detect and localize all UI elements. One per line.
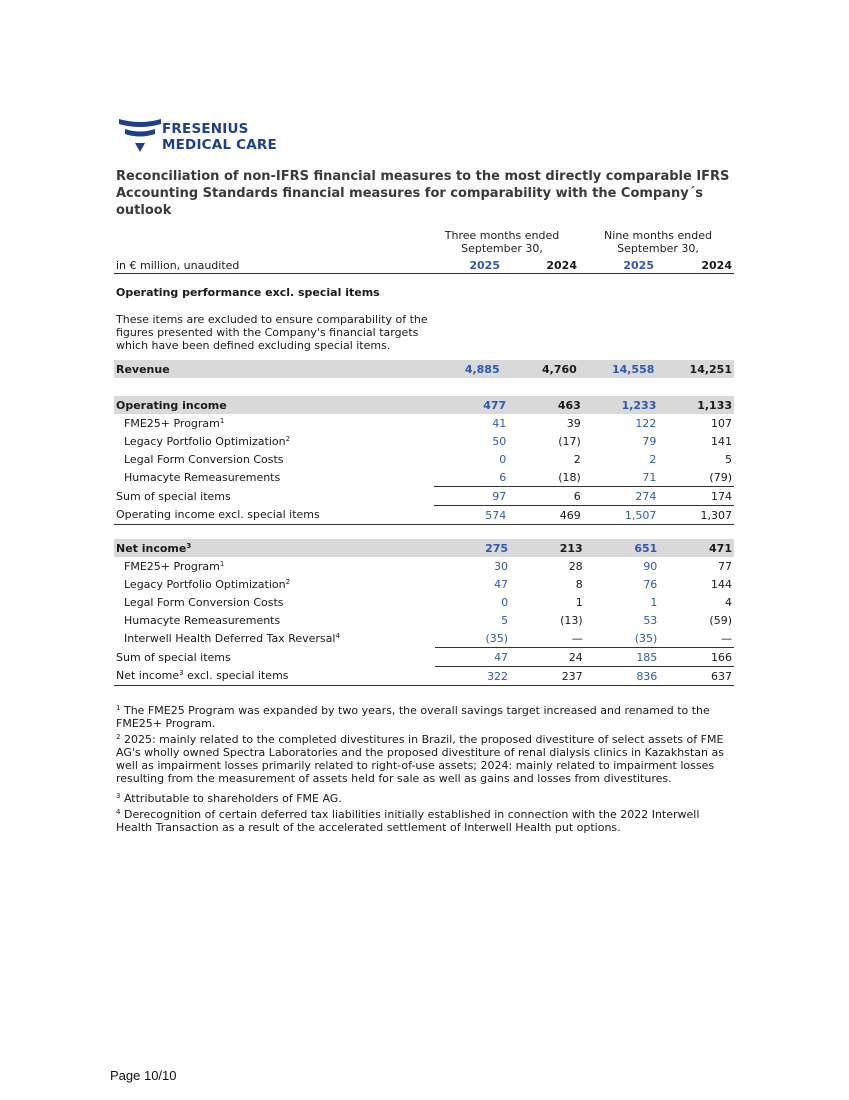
value-cell: 2 [573,452,581,466]
table-row [114,593,734,611]
value-cell: 574 [434,506,509,525]
row-label: Operating income [114,396,434,414]
table-row [114,506,734,525]
value-cell: 8 [575,577,583,591]
table-row [114,487,734,506]
table-row [114,667,734,686]
table-row [114,557,734,575]
period-date: September 30, [461,242,543,255]
page-number: Page 10/10 [110,1068,177,1083]
value-cell: (18) [558,470,581,484]
value-cell: 90 [643,559,658,573]
value-cell: 47 [435,648,510,667]
value-cell: (59) [709,613,732,627]
row-label: Interwell Health Deferred Tax Reversal$^4$ [124,631,340,645]
value-cell: 469 [508,506,583,525]
value-cell: — [721,631,732,645]
logo-line-1: FRESENIUS [162,121,249,137]
value-cell: (79) [709,470,732,484]
value-cell: 24 [510,648,585,667]
table-row [114,468,734,487]
value-cell: 237 [510,667,585,686]
table-row [114,360,734,378]
logo-mark-icon [118,116,162,156]
table-row [114,414,734,432]
value-cell: 213 [510,539,585,557]
row-label: Operating income excl. special items [114,506,434,525]
table-row [114,432,734,450]
value-cell: 637 [659,667,734,686]
value-cell: 836 [585,667,660,686]
value-cell: 53 [643,613,658,627]
header-rule [114,273,734,274]
table-row [114,648,734,667]
row-label: Net income$^3$ excl. special items [114,667,435,686]
year-header: 2024 [546,259,577,272]
value-cell: 0 [499,452,507,466]
value-cell: 144 [711,577,732,591]
row-label: Humacyte Remeasurements [124,470,281,484]
value-cell: 1,507 [583,506,659,525]
value-cell: 185 [585,648,660,667]
value-cell: 6 [499,470,507,484]
footnote: $^1$ The FME25 Program was expanded by two years, the overall savings target increased and renamed to the FME25+ Program. [116,704,710,730]
value-cell: 4 [725,595,732,609]
value-cell: 14,558 [579,360,657,378]
value-cell: 77 [718,559,732,573]
footnote: $^4$ Derecognition of certain deferred tax liabilities initially established in connection with the 2022 Interwell Health Transaction as a result of the accelerated settlement of Interwell Health put options. [116,808,700,834]
value-cell: 47 [494,577,509,591]
value-cell: 5 [725,452,732,466]
value-cell: 79 [642,434,657,448]
value-cell: 322 [435,667,510,686]
logo-line-2: MEDICAL CARE [162,137,277,153]
value-cell: 1,233 [583,396,659,414]
section-title: Operating performance excl. special items [116,286,380,299]
value-cell: 1 [575,595,583,609]
value-cell: (13) [560,613,583,627]
value-cell: 4,760 [502,360,579,378]
revenue-table [114,360,734,378]
row-label: Sum of special items [116,650,231,664]
net-income-table [114,539,734,686]
period-label: Three months ended [444,229,560,242]
value-cell: 39 [566,416,581,430]
value-cell: 477 [434,396,509,414]
value-cell: 76 [643,577,658,591]
units-label: in € million, unaudited [116,259,240,272]
table-row [114,629,734,648]
value-cell: 1 [650,595,658,609]
value-cell: 50 [492,434,507,448]
value-cell: 463 [508,396,583,414]
value-cell: 2 [649,452,657,466]
value-cell: 0 [501,595,509,609]
period-header-nine-months [588,229,728,255]
value-cell: 122 [635,416,657,430]
value-cell: 5 [501,613,509,627]
row-label: Humacyte Remeasurements [124,613,281,627]
row-label: FME25+ Program$^1$ [124,416,225,430]
value-cell: 275 [435,539,510,557]
value-cell: 30 [494,559,509,573]
value-cell: 651 [585,539,660,557]
period-label: Nine months ended [604,229,712,242]
value-cell: 166 [659,648,734,667]
table-row [114,575,734,593]
value-cell: 274 [583,487,659,506]
value-cell: 97 [434,487,509,506]
value-cell: 71 [642,470,657,484]
table-row [114,450,734,468]
table-row [114,396,734,414]
value-cell: 1,307 [658,506,734,525]
row-label: Net income$^3$ [114,539,435,557]
row-label: Legacy Portfolio Optimization$^2$ [124,434,291,448]
value-cell: 471 [659,539,734,557]
value-cell: 1,133 [658,396,734,414]
table-row [114,611,734,629]
value-cell: 41 [492,416,507,430]
operating-income-table [114,396,734,525]
value-cell: 14,251 [656,360,734,378]
footnote: $^3$ Attributable to shareholders of FME AG. [116,792,342,805]
footnote: $^2$ 2025: mainly related to the completed divestitures in Brazil, the proposed divestiture of select assets of FME AG's wholly owned Spectra Laboratories and the proposed divestiture of renal dialysis clinics in Kazakhstan as well as impairment losses primarily related to right-of-use assets; 2024: mainly related to impairment losses resulting from the measurement of assets held for sale as well as gains and losses from divestitures. [116,733,724,785]
value-cell: 174 [658,487,734,506]
value-cell: (17) [558,434,581,448]
logo-wordmark [162,121,277,153]
value-cell: 107 [711,416,732,430]
year-header: 2024 [701,259,732,272]
row-label: FME25+ Program$^1$ [124,559,225,573]
row-label: Legal Form Conversion Costs [124,595,284,609]
value-cell: 28 [568,559,583,573]
value-cell: 4,885 [424,360,501,378]
year-header: 2025 [623,259,654,272]
period-date: September 30, [617,242,699,255]
value-cell: 6 [508,487,583,506]
company-logo [118,116,288,156]
row-label: Sum of special items [116,489,231,503]
value-cell: (35) [634,631,658,645]
page-title: Reconciliation of non-IFRS financial measures to the most directly comparable IFRS Accounting Standards financial measures for comparability with the Company´s outlook [116,169,730,218]
table-row [114,539,734,557]
value-cell: — [571,631,583,645]
value-cell: 141 [711,434,732,448]
row-label: Legacy Portfolio Optimization$^2$ [124,577,291,591]
row-label: Revenue [114,360,424,378]
value-cell: (35) [485,631,509,645]
year-header: 2025 [469,259,500,272]
period-header-three-months [432,229,572,255]
section-note: These items are excluded to ensure comparability of the figures presented with the Company's financial targets which have been defined excluding special items. [116,313,428,352]
row-label: Legal Form Conversion Costs [124,452,284,466]
